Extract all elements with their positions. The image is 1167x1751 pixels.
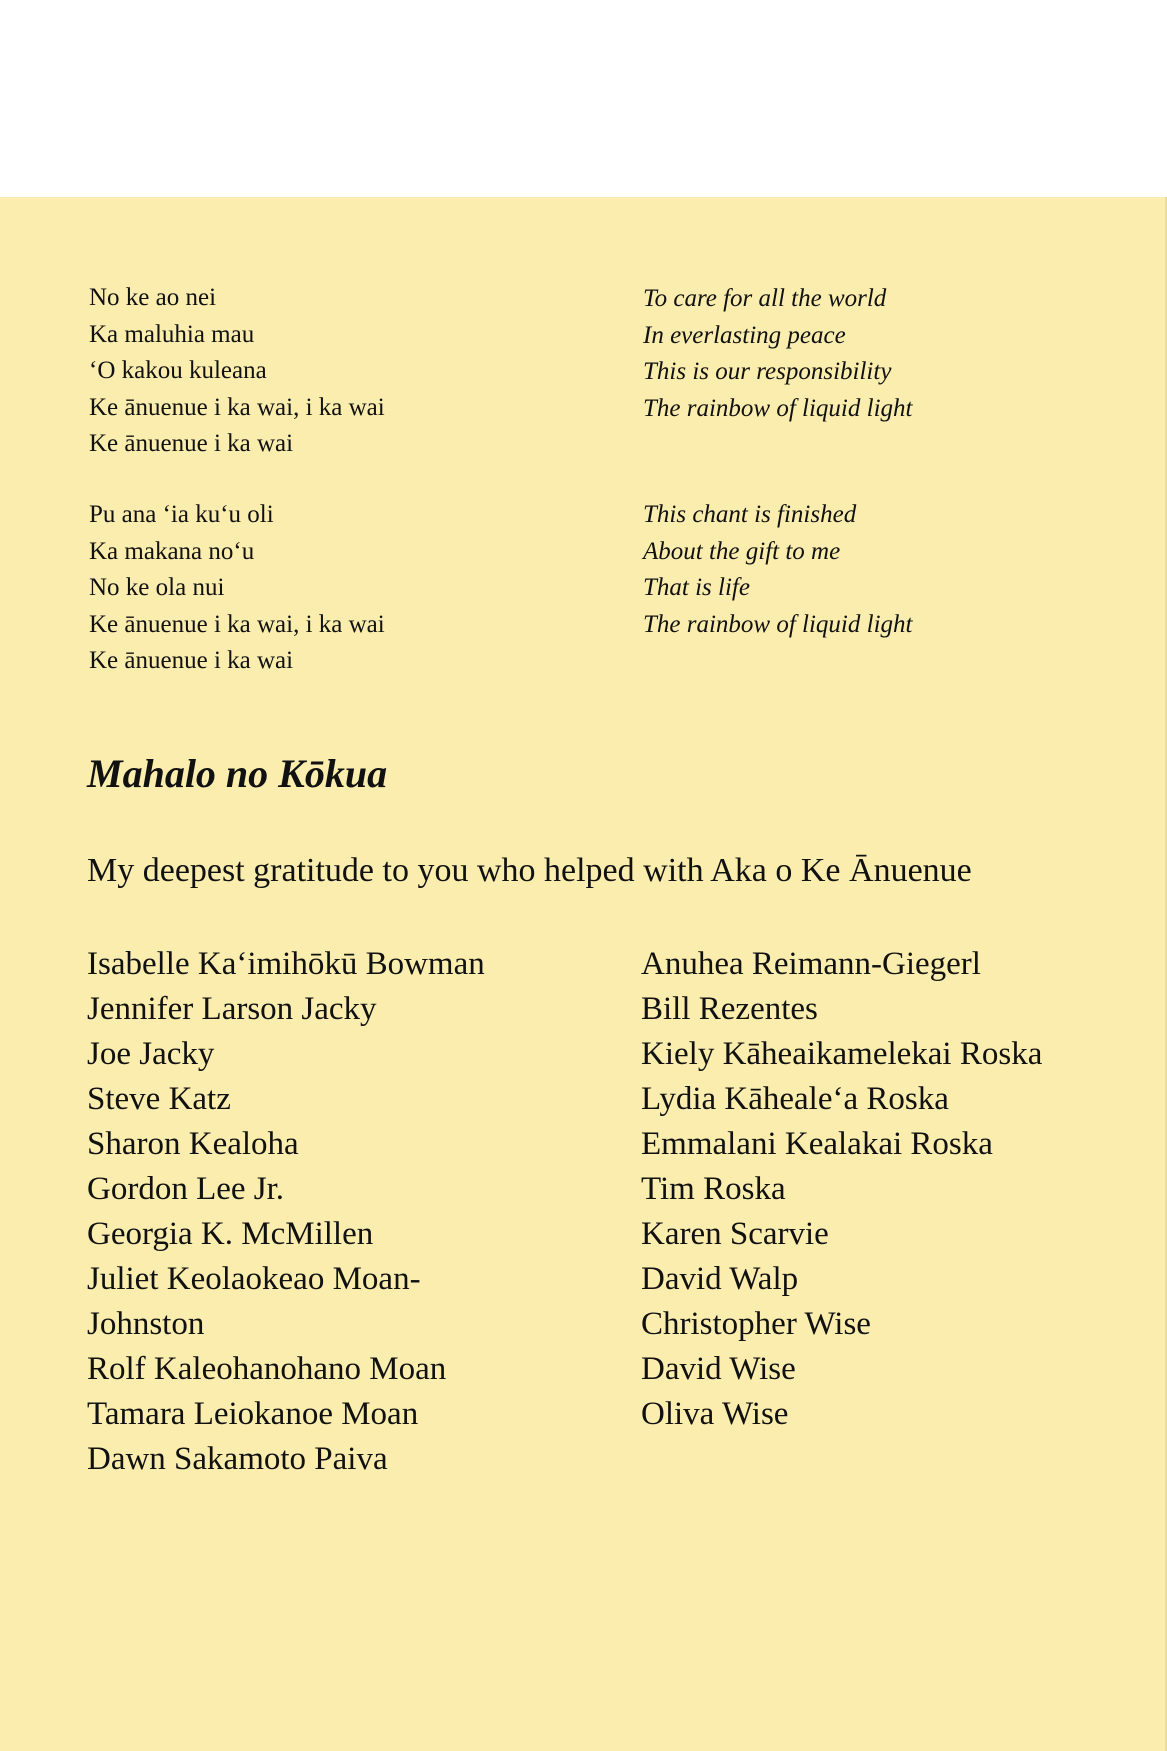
acknowledgments-intro: My deepest gratitude to you who helped with Aka o Ke Ānuenue — [87, 852, 972, 889]
top-margin — [0, 0, 1167, 197]
translation-line: That is life — [643, 574, 750, 601]
name-item: Georgia K. McMillen — [87, 1216, 374, 1252]
name-item: David Wise — [641, 1351, 796, 1387]
name-item: Anuhea Reimann-Giegerl — [641, 946, 981, 982]
chant-line: ‘O kakou kuleana — [89, 357, 267, 384]
chant-line: Ke ānuenue i ka wai — [89, 647, 294, 674]
name-item: Juliet Keolaokeao Moan- — [87, 1261, 421, 1297]
translation-line: About the gift to me — [643, 537, 841, 565]
name-item: Sharon Kealoha — [87, 1126, 299, 1162]
name-item: Tamara Leiokanoe Moan — [87, 1396, 419, 1432]
chant-line: Ke ānuenue i ka wai — [89, 430, 294, 457]
name-item: Emmalani Kealakai Roska — [641, 1126, 993, 1162]
verse-2-hawaiian — [89, 497, 385, 680]
verse-1-hawaiian — [89, 280, 385, 463]
name-item: Joe Jacky — [87, 1036, 215, 1072]
verse-1-english — [643, 281, 912, 427]
chant-line: Ka maluhia mau — [89, 320, 255, 348]
translation-line: The rainbow of liquid light — [643, 610, 913, 638]
chant-line: Ke ānuenue i ka wai, i ka wai — [89, 610, 385, 638]
translation-line: The rainbow of liquid light — [643, 394, 913, 422]
name-item: Gordon Lee Jr. — [87, 1171, 285, 1207]
name-item: Dawn Sakamoto Paiva — [87, 1441, 388, 1477]
name-item: Bill Rezentes — [641, 991, 818, 1027]
translation-line: In everlasting peace — [643, 321, 846, 349]
name-item: David Walp — [641, 1261, 799, 1297]
name-item: Oliva Wise — [641, 1396, 789, 1432]
name-item: Isabelle Ka‘imihōkū Bowman — [87, 946, 485, 982]
name-item: Jennifer Larson Jacky — [87, 991, 377, 1027]
chant-line: Ka makana no‘u — [89, 537, 255, 565]
chant-line: Pu ana ‘ia ku‘u oli — [89, 501, 274, 528]
name-item: Steve Katz — [87, 1081, 231, 1117]
name-item: Rolf Kaleohanohano Moan — [87, 1351, 447, 1387]
chant-line: No ke ao nei — [89, 284, 217, 311]
name-item: Johnston — [87, 1306, 205, 1342]
name-item: Karen Scarvie — [641, 1216, 829, 1252]
translation-line: This is our responsibility — [643, 358, 892, 385]
names-column-left — [87, 942, 485, 1482]
name-item: Tim Roska — [641, 1171, 786, 1207]
name-item: Kiely Kāheaikamelekai Roska — [641, 1036, 1043, 1072]
name-item: Christopher Wise — [641, 1306, 871, 1342]
name-item: Lydia Kāheale‘a Roska — [641, 1081, 949, 1117]
acknowledgments-heading: Mahalo no Kōkua — [87, 751, 388, 796]
translation-line: To care for all the world — [643, 285, 887, 312]
translation-line: This chant is finished — [643, 501, 857, 528]
chant-line: No ke ola nui — [89, 574, 225, 601]
names-column-right — [641, 942, 1042, 1437]
verse-2-english — [643, 497, 912, 643]
chant-line: Ke ānuenue i ka wai, i ka wai — [89, 393, 385, 421]
